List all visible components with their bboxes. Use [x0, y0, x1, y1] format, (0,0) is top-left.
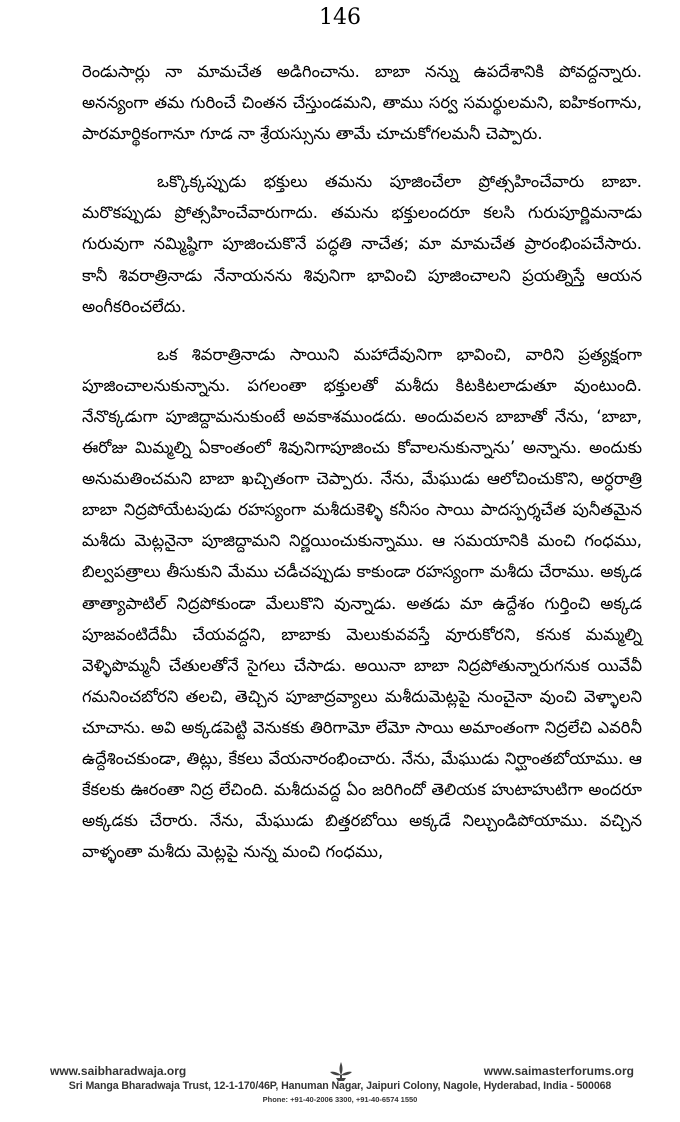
paragraph-2: ఒక్కొక్కప్పుడు భక్తులు తమను పూజించేలా ప్రోత్సహించేవారు బాబా. మరొకప్పుడు ప్రోత్సహించేవారుగాదు. తమను భక్తులందరూ కలసి గురుపూర్ణిమనాడు గురువుగా నమ్మిష్ఠిగా పూజించుకొనే పద్ధతి నాచేత; మా మామచేత ప్రారంభింపచేసారు. కానీ శివరాత్రినాడు నేనాయనను శివునిగా భావించి పూజించాలని ప్రయత్నిస్తే ఆయన అంగీకరించలేదు. [82, 172, 642, 316]
page-number: 146 [319, 5, 361, 30]
footer-address: Sri Manga Bharadwaja Trust, 12-1-170/46P, Hanuman Nagar, Jaipuri Colony, Nagole, Hyderabad, India - 500068 [68, 1080, 612, 1092]
paragraph-1: రెండుసార్లు నా మామచేత అడిగించాను. బాబా నన్ను ఉపదేశానికి పోవద్దన్నారు. అనన్యంగా తమ గురించే చింతన చేస్తుండమని, తాము సర్వ సమర్థులమని, ఐహికంగాను, పారమార్థికంగానూ గూడ నా శ్రేయస్సును తామే చూచుకోగలమనీ చెప్పారు. [82, 62, 642, 144]
footer-phone: Phone: +91-40-2006 3300, +91-40-6574 1550 [262, 1095, 418, 1104]
footer-website-right[interactable]: www.saimasterforums.org [483, 1064, 634, 1078]
footer-website-left[interactable]: www.saibharadwaja.org [50, 1064, 187, 1078]
paragraph-3: ఒక శివరాత్రినాడు సాయిని మహాదేవునిగా భావించి, వారిని ప్రత్యక్షంగా పూజించాలనుకున్నాను. పగలంతా భక్తులతో మశీదు కిటకిటలాడుతూ వుంటుంది. నేనొక్కడుగా పూజిద్దామనుకుంటే అవకాశముండదు. అందువలన బాబాతో నేను, ‘బాబా, ఈరోజు మిమ్మల్ని ఏకాంతంలో శివునిగాపూజించు కోవాలనుకున్నాను’ అన్నాను. అందుకు అనుమతించమని బాబా ఖచ్చితంగా చెప్పారు. నేను, మేఘుడు ఆలోచించుకొని, అర్ధరాత్రి బాబా నిద్రపోయేటపుడు రహస్యంగా మశీదుకెళ్ళి కనీసం సాయి పాదస్పర్శచేత పునీతమైన మశీదు మెట్లనైనా పూజిద్దామని నిర్ణయించుకున్నాము. ఆ సమయానికి మంచి గంధము, బిల్వపత్రాలు తీసుకుని మేము చడీచప్పుడు కాకుండా రహస్యంగా మశీదు చేరాము. అక్కడ తాత్యాపాటిల్ నిద్రపోకుండా మేలుకొని వున్నాడు. అతడు మా ఉద్దేశం గుర్తించి అక్కడ పూజవంటిదేమీ చేయవద్దని, బాబాకు మెలుకువవస్తే వూరుకోరని, కనుక మమ్మల్ని వెళ్ళిపొమ్మనీ చేతులతోనే సైగలు చేసాడు. అయినా బాబా నిద్రపోతున్నారుగనుక యివేవీ గమనించబోరని తలచి, తెచ్చిన పూజాద్రవ్యాలు మశీదుమెట్లపై నుంచైనా వుంచి వెళ్ళాలని చూచాను. అవి అక్కడపెట్టి వెనుకకు తిరిగామో లేమో సాయి అమాంతంగా నిద్రలేచి ఎవరినీ ఉద్దేశించకుండా, తిట్లు, కేకలు వేయనారంభించారు. నేను, మేఘుడు నిర్ఘాంతబోయాము. ఆ కేకలకు ఊరంతా నిద్ర లేచింది. మశీదువద్ద ఏం జరిగిందో తెలియక హుటాహుటిగా అందరూ అక్కడకు చేరారు. నేను, మేఘుడు బిత్తరబోయి అక్కడే నిల్చుండిపోయాము. వచ్చిన వాళ్ళంతా మశీదు మెట్లపై నున్న మంచి గంధము, [82, 344, 642, 862]
body-text [82, 56, 642, 867]
page-footer [0, 1062, 680, 1122]
